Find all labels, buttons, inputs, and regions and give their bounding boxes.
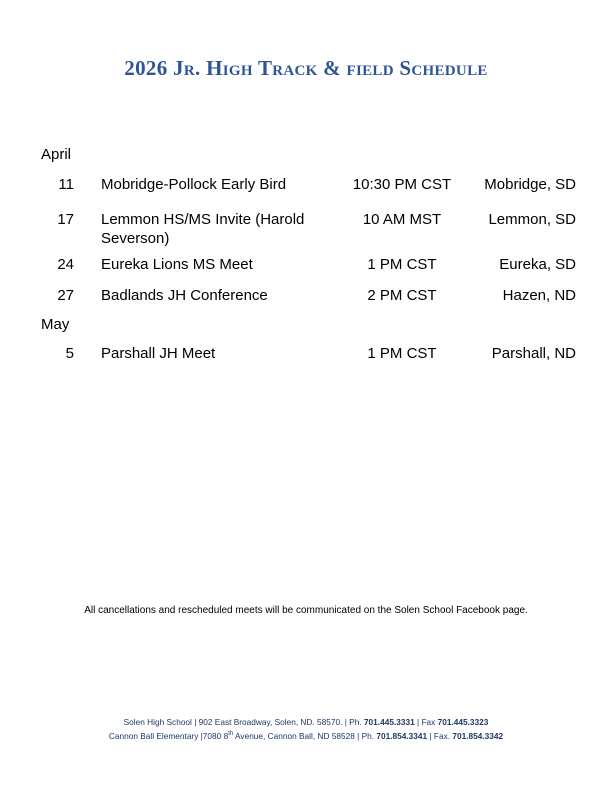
footer-address-rest: Avenue, Cannon Ball, ND 58528 | Ph. bbox=[233, 731, 377, 741]
footer-phone: 701.854.3341 bbox=[376, 731, 428, 741]
event-time: 10:30 PM CST bbox=[352, 176, 452, 193]
cancellation-note: All cancellations and rescheduled meets will be communicated on the Solen School Facebook page. bbox=[84, 605, 528, 616]
page-title: 2026 Jr. High Track & field Schedule bbox=[124, 56, 488, 80]
footer bbox=[0, 715, 612, 743]
footer-fax: 701.445.3323 bbox=[437, 717, 489, 727]
event-name: Eureka Lions MS Meet bbox=[101, 256, 253, 273]
event-day: 11 bbox=[58, 176, 74, 193]
event-day: 5 bbox=[65, 345, 74, 362]
event-day: 24 bbox=[57, 256, 74, 273]
event-time: 1 PM CST bbox=[367, 345, 437, 362]
event-time: 2 PM CST bbox=[367, 287, 437, 304]
event-time: 10 AM MST bbox=[362, 211, 442, 228]
footer-phone: 701.445.3331 bbox=[363, 717, 415, 727]
footer-address: Solen High School | 902 East Broadway, Solen, ND. 58570. | Ph. bbox=[123, 717, 364, 727]
event-day: 27 bbox=[57, 287, 74, 304]
event-location: Mobridge, SD bbox=[484, 176, 576, 193]
month-heading-may: May bbox=[41, 316, 70, 333]
footer-separator: | Fax bbox=[414, 717, 438, 727]
event-day: 17 bbox=[57, 211, 74, 228]
event-location: Hazen, ND bbox=[502, 287, 576, 304]
footer-ordinal: th bbox=[228, 731, 234, 738]
footer-address: Cannon Ball Elementary |7080 8 bbox=[108, 731, 229, 741]
event-name: Parshall JH Meet bbox=[101, 345, 216, 362]
footer-separator: | Fax. bbox=[427, 731, 453, 741]
event-location: Eureka, SD bbox=[499, 256, 576, 273]
footer-line-cannonball bbox=[0, 729, 612, 743]
event-name: Lemmon HS/MS Invite (Harold Severson) bbox=[101, 211, 305, 247]
month-heading-april: April bbox=[41, 146, 72, 163]
event-time: 1 PM CST bbox=[367, 256, 437, 273]
event-name: Mobridge-Pollock Early Bird bbox=[101, 176, 287, 193]
event-location: Parshall, ND bbox=[491, 345, 576, 362]
event-location: Lemmon, SD bbox=[488, 211, 576, 228]
footer-fax: 701.854.3342 bbox=[452, 731, 504, 741]
event-name: Badlands JH Conference bbox=[101, 287, 268, 304]
footer-line-solen bbox=[0, 715, 612, 729]
